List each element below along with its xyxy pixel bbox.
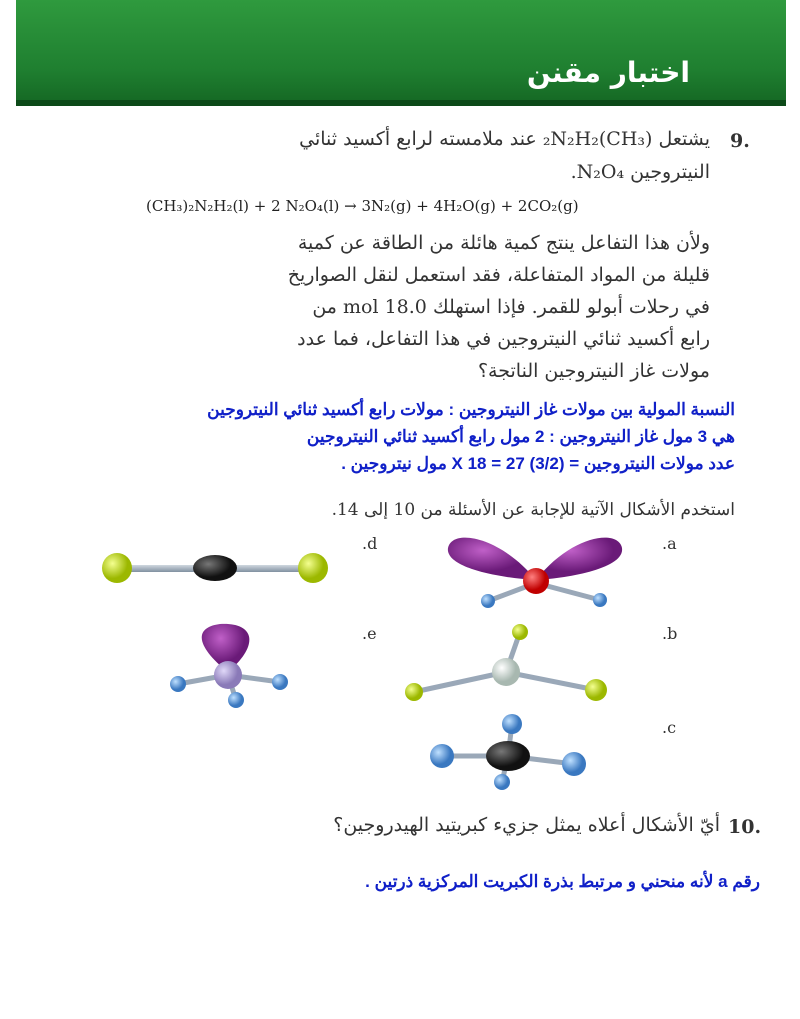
question-9-answer-line2: هي 3 مول غاز النيتروجين : 2 مول رابع أكسيد ثنائي النيتروجين: [306, 427, 735, 446]
figure-label-b: .b: [662, 624, 678, 643]
question-9-intro-line1: يشتعل (CH₃)₂N₂H₂ عند ملامسته لرابع أكسيد ثنائي: [299, 128, 710, 150]
question-9-answer-line3: عدد مولات النيتروجين = (3/2) X 18 = 27 مول نيتروجين .: [341, 454, 735, 473]
question-10-answer: رقم a لأنه منحني و مرتبط بذرة الكبريت المركزية ذرتين .: [365, 872, 760, 891]
molecule-b-trigonal: [400, 622, 620, 704]
page-title: اختبار مقنن: [526, 56, 690, 89]
question-9-intro-line2: النيتروجين N₂O₄.: [570, 161, 710, 183]
molecule-e-pyramidal: [160, 620, 300, 710]
question-10-number: 10.: [728, 816, 762, 838]
molecule-a-bent: [440, 528, 630, 610]
question-9-body-line4: رابع أكسيد ثنائي النيتروجين في هذا التفاعل، فما عدد: [297, 328, 710, 350]
question-9-body-line1: ولأن هذا التفاعل ينتج كمية هائلة من الطاقة عن كمية: [297, 232, 710, 254]
chemical-equation: (CH₃)₂N₂H₂(l) + 2 N₂O₄(l) → 3N₂(g) + 4H₂O(g) + 2CO₂(g): [146, 197, 579, 215]
question-9-number: 9.: [730, 130, 750, 152]
header-bottom-stripe: [16, 100, 786, 106]
question-10-text: أيّ الأشكال أعلاه يمثل جزيء كبريتيد الهيدروجين؟: [333, 814, 720, 836]
question-9-body-line2: قليلة من المواد المتفاعلة، فقد استعمل لنقل الصواريخ: [287, 264, 710, 286]
figure-label-e: .e: [362, 624, 377, 643]
figure-label-d: .d: [362, 534, 378, 553]
question-9-body-line5: مولات غاز النيتروجين الناتجة؟: [477, 360, 710, 382]
figures-instruction: استخدم الأشكال الآتية للإجابة عن الأسئلة من 10 إلى 14.: [331, 500, 735, 520]
question-9-body-line3: في رحلات أبولو للقمر. فإذا استهلك 18.0 mol من: [312, 296, 710, 318]
figure-label-c: .c: [662, 718, 677, 737]
question-9-answer-line1: النسبة المولية بين مولات غاز النيتروجين : مولات رابع أكسيد ثنائي النيتروجين: [207, 400, 735, 419]
figure-label-a: .a: [662, 534, 677, 553]
molecule-d-linear: [95, 545, 335, 595]
molecule-c-tetrahedral: [420, 712, 600, 792]
